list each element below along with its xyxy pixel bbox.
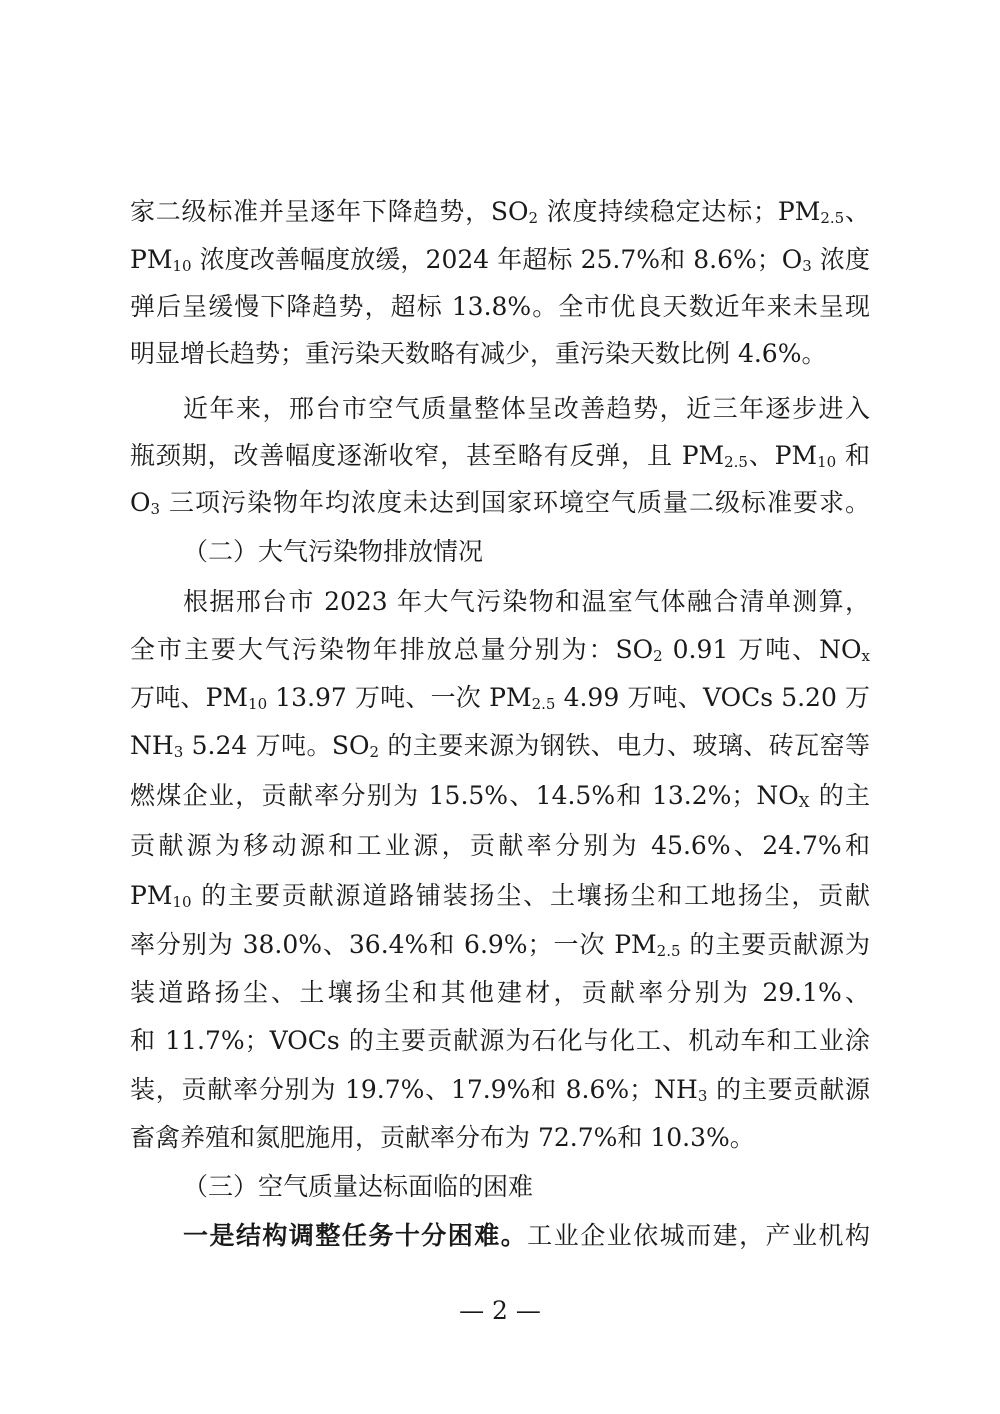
section-heading	[183, 536, 923, 568]
subscript: 2.5	[820, 209, 845, 227]
text-segment: 和 11.7%；VOCs 的主要贡献源为石化与化工、机动车和工业涂	[130, 1026, 870, 1055]
subscript: 2	[528, 209, 539, 227]
text-line	[130, 730, 870, 762]
text-segment: 装，贡献率分别为 19.7%、17.9%和 8.6%；NH	[130, 1075, 698, 1104]
text-line	[183, 393, 870, 425]
page-number: — 2 —	[459, 1296, 541, 1325]
text-line	[130, 291, 870, 323]
text-line	[183, 586, 870, 618]
text-segment: 弹后呈缓慢下降趋势，超标 13.8%。全市优良天数近年来未呈现	[130, 292, 870, 321]
text-segment: （二）大气污染物排放情况	[183, 537, 484, 566]
text-segment: 的主要贡献源道路铺装扬尘、土壤扬尘和工地扬尘，贡献	[191, 881, 870, 910]
text-segment: 畜禽养殖和氮肥施用，贡献率分布为 72.7%和 10.3%。	[130, 1123, 755, 1152]
text-line	[130, 1122, 870, 1154]
text-line	[130, 780, 870, 812]
text-line	[130, 244, 870, 276]
text-segment: 的主要贡献源	[716, 1075, 870, 1104]
text-segment: NH	[130, 731, 174, 760]
text-segment: 近年来，邢台市空气质量整体呈改善趋势，近三年逐步进入	[183, 394, 870, 423]
subscript: 2.5	[531, 695, 556, 713]
subscript: 3	[802, 257, 812, 275]
bold-lead-phrase: 一是结构调整任务十分困难。	[183, 1221, 528, 1250]
text-line	[130, 338, 870, 370]
text-segment: PM	[130, 245, 173, 274]
text-segment: 率分别为 38.0%、36.4%和 6.9%；一次 PM	[130, 930, 657, 959]
text-segment: 燃煤企业，贡献率分别为 15.5%、14.5%和 13.2%；NO	[130, 781, 799, 810]
text-segment: 0.91 万吨、NO	[662, 635, 862, 664]
text-line	[130, 929, 870, 961]
text-line	[130, 880, 870, 912]
text-segment: PM	[130, 881, 173, 910]
subscript: 2.5	[724, 453, 748, 471]
subscript: X	[798, 793, 810, 811]
text-segment: 的主	[818, 781, 870, 810]
text-segment: 根据邢台市 2023 年大气污染物和温室气体融合清单测算，	[183, 587, 870, 616]
text-line	[130, 487, 870, 519]
text-segment: 5.24 万吨。SO	[183, 731, 370, 760]
section-heading	[183, 1171, 923, 1203]
text-segment: 的主要来源为钢铁、电力、玻璃、砖瓦窑等	[379, 731, 870, 760]
subscript: 10	[817, 453, 837, 471]
subscript: 3	[150, 500, 161, 518]
text-segment: 的主要贡献源为	[689, 930, 870, 959]
text-segment: 和	[836, 441, 870, 470]
text-segment: 浓度	[819, 245, 870, 274]
text-line	[183, 1220, 870, 1252]
text-line	[130, 682, 870, 714]
text-segment: 、	[844, 197, 870, 226]
text-segment: 浓度持续稳定达标；PM	[538, 197, 821, 226]
text-line	[130, 977, 870, 1009]
text-segment: 三项污染物年均浓度未达到国家环境空气质量二级标准要求。	[160, 488, 870, 517]
text-line	[130, 1025, 870, 1057]
subscript: 10	[248, 695, 268, 713]
text-segment: O	[130, 488, 151, 517]
text-segment: （三）空气质量达标面临的困难	[183, 1172, 534, 1201]
text-segment: 万吨、PM	[130, 683, 249, 712]
text-segment: 贡献源为移动源和工业源，贡献率分别为 45.6%、24.7%和	[130, 831, 870, 860]
subscript: 2	[653, 647, 663, 665]
subscript: 3	[697, 1087, 708, 1105]
text-segment: 家二级标准并呈逐年下降趋势，SO	[130, 197, 529, 226]
text-segment: 4.99 万吨、VOCs 5.20 万	[563, 683, 870, 712]
text-line	[130, 196, 870, 228]
text-line	[130, 440, 870, 472]
text-line	[130, 1074, 870, 1106]
subscript: 10	[172, 893, 192, 911]
text-segment: 全市主要大气污染物年排放总量分别为：SO	[130, 635, 654, 664]
subscript: 2	[369, 743, 380, 761]
subscript: 10	[172, 257, 192, 275]
text-line	[130, 830, 870, 862]
text-line	[130, 634, 870, 666]
subscript: 2.5	[656, 942, 681, 960]
text-segment: 装道路扬尘、土壤扬尘和其他建材，贡献率分别为 29.1%、	[130, 978, 870, 1007]
text-segment: 瓶颈期，改善幅度逐渐收窄，甚至略有反弹，且 PM	[130, 441, 725, 470]
subscript: x	[861, 647, 870, 665]
text-segment: 13.97 万吨、一次 PM	[267, 683, 532, 712]
subscript: 3	[173, 743, 184, 761]
text-segment: 浓度改善幅度放缓，2024 年超标 25.7%和 8.6%；O	[191, 245, 803, 274]
text-segment: 、PM	[747, 441, 818, 470]
text-segment: 工业企业依城而建，产业机构	[527, 1221, 870, 1250]
text-segment: 明显增长趋势；重污染天数略有减少，重污染天数比例 4.6%。	[130, 339, 827, 368]
